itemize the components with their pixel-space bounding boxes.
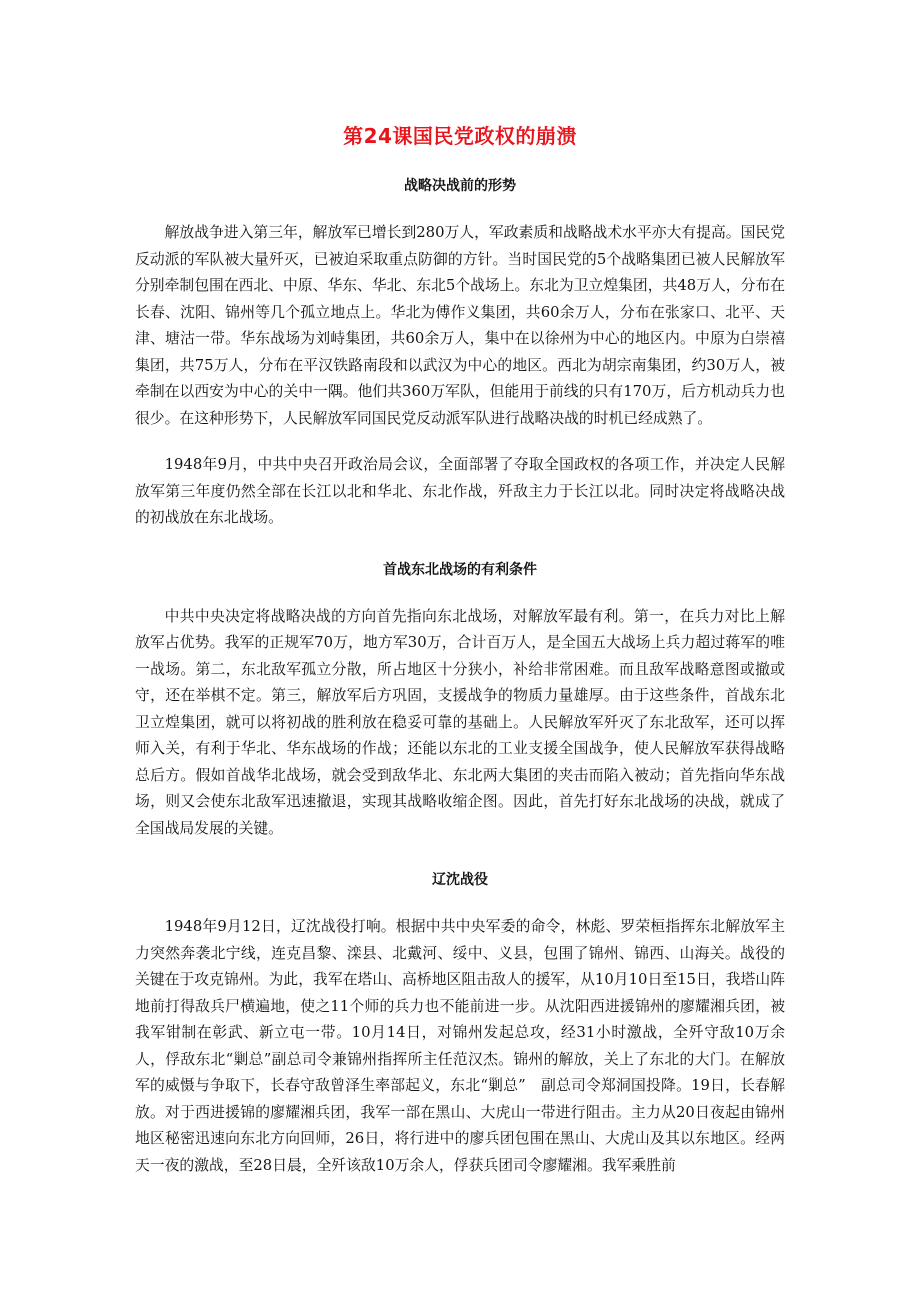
paragraph: 1948年9月12日，辽沈战役打响。根据中共中央军委的命令，林彪、罗荣桓指挥东北解放军主力突然奔袭北宁线，连克昌黎、滦县、北戴河、绥中、义县，包围了锦州、锦西、山海关。战役的关键在于攻克锦州。为此，我军在塔山、高桥地区阻击敌人的援军，从10月10日至15日，我塔山阵地前打得敌兵尸横遍地，使之11个师的兵力也不能前进一步。从沈阳西进援锦州的廖耀湘兵团，被我军钳制在彰武、新立屯一带。10月14日，对锦州发起总攻，经31小时激战，全歼守敌10万余人，俘敌东北“剿总”副总司令兼锦州指挥所主任范汉杰。锦州的解放，关上了东北的大门。在解放军的威慑与争取下，长春守敌曾泽生率部起义，东北“剿总” 副总司令郑洞国投降。19日，长春解放。对于西进援锦的廖耀湘兵团，我军一部在黑山、大虎山一带进行阻击。主力从20日夜起由锦州地区秘密迅速向东北方向回师，26日，将行进中的廖兵团包围在黑山、大虎山及其以东地区。经两天一夜的激战，至28日晨，全歼该敌10万余人，俘获兵团司令廖耀湘。我军乘胜前	[135, 918, 785, 1174]
section-heading-pre-battle-situation: 战略决战前的形势	[404, 178, 516, 194]
paragraph: 中共中央决定将战略决战的方向首先指向东北战场，对解放军最有利。第一，在兵力对比上解放军占优势。我军的正规军70万，地方军30万，合计百万人，是全国五大战场上兵力超过蒋军的唯一战场。第二，东北敌军孤立分散，所占地区十分狭小，补给非常困难。而且敌军战略意图或撤或守，还在举棋不定。第三，解放军后方巩固，支援战争的物质力量雄厚。由于这些条件，首战东北卫立煌集团，就可以将初战的胜利放在稳妥可靠的基础上。人民解放军歼灭了东北敌军，还可以挥师入关，有利于华北、华东战场的作战；还能以东北的工业支援全国战争，使人民解放军获得战略总后方。假如首战华北战场，就会受到敌华北、东北两大集团的夹击而陷入被动；首先指向华东战场，则又会使东北敌军迅速撤退，实现其战略收缩企图。因此，首先打好东北战场的决战，就成了全国战局发展的关键。	[135, 607, 785, 837]
section-heading-liaoshen-campaign: 辽沈战役	[432, 872, 488, 888]
document-page	[135, 118, 785, 1199]
paragraph: 解放战争进入第三年，解放军已增长到280万人，军政素质和战略战术水平亦大有提高。国民党反动派的军队被大量歼灭，已被迫采取重点防御的方针。当时国民党的5个战略集团已被人民解放军分别牵制包围在西北、中原、华东、华北、东北5个战场上。东北为卫立煌集团，共48万人，分布在长春、沈阳、锦州等几个孤立地点上。华北为傅作义集团，共60余万人，分布在张家口、北平、天津、塘沽一带。华东战场为刘峙集团，共60余万人，集中在以徐州为中心的地区内。中原为白崇禧集团，共75万人，分布在平汉铁路南段和以武汉为中心的地区。西北为胡宗南集团，约30万人，被牵制在以西安为中心的关中一隅。他们共360万军队，但能用于前线的只有170万，后方机动兵力也很少。在这种形势下，人民解放军同国民党反动派军队进行战略决战的时机已经成熟了。	[135, 224, 785, 427]
section-heading-northeast-advantages: 首战东北战场的有利条件	[383, 561, 537, 578]
lesson-title: 第24课国民党政权的崩溃	[343, 124, 577, 148]
paragraph: 1948年9月，中共中央召开政治局会议，全面部署了夺取全国政权的各项工作，并决定人民解放军第三年度仍然全部在长江以北和华北、东北作战，歼敌主力于长江以北。同时决定将战略决战的初战放在东北战场。	[135, 456, 785, 526]
